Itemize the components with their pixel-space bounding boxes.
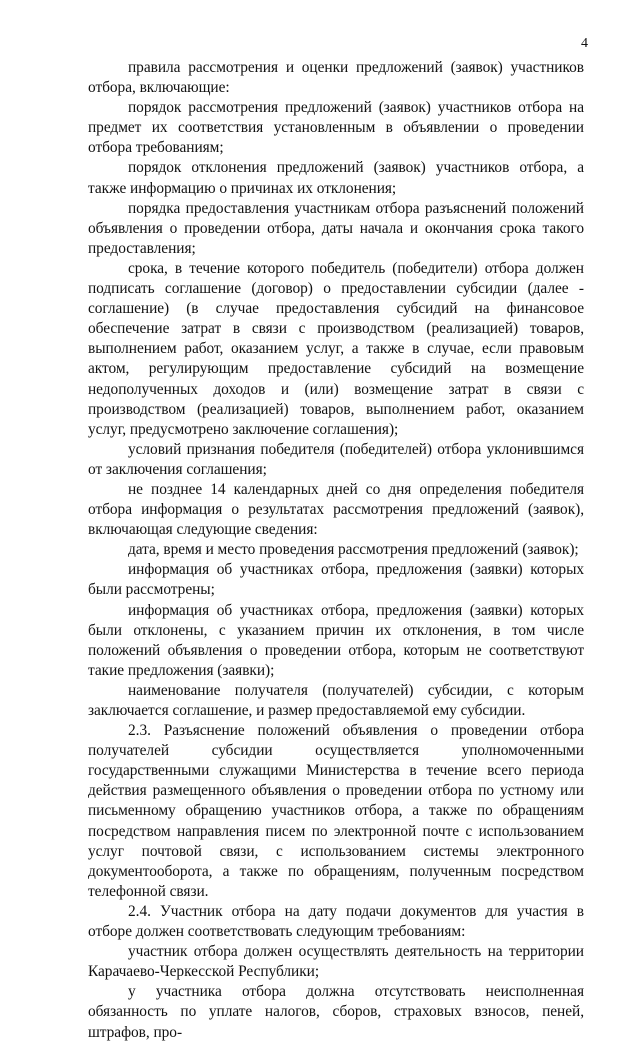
paragraph-recipient-name: наименование получателя (получателей) субсидии, с которым заключается соглашение, и размер предоставляемой ему субсидии. bbox=[88, 681, 584, 719]
paragraph-rejected-participants: информация об участниках отбора, предложения (заявки) которых были отклонены, с указанием причин их отклонения, в том числе положений объявления о проведении отбора, которым не соответствуют такие предложения (заявки); bbox=[88, 601, 584, 679]
paragraph-winner-evasion: условий признания победителя (победителей) отбора уклонившимся от заключения соглашения; bbox=[88, 440, 584, 478]
page-number: 4 bbox=[581, 36, 588, 51]
paragraph-tax-requirement: у участника отбора должна отсутствовать неисполненная обязанность по уплате налогов, сборов, страховых взносов, пеней, штрафов, про- bbox=[88, 983, 584, 1041]
paragraph-agreement-deadline: срока, в течение которого победитель (победители) отбора должен подписать соглашение (договор) о предоставлении субсидии (далее - соглашение) (в случае предоставления субсидий на финансовое обеспечение затрат в связи с производством (реализацией) товаров, выполнением работ, оказанием услуг, а также в случае, если правовым актом, регулирующим предоставление субсидий на возмещение недополученных доходов и (или) возмещение затрат в связи с производством (реализацией) товаров, выполнением работ, оказанием услуг, предусмотрено заключение соглашения); bbox=[88, 259, 584, 438]
paragraph-date-time-place: дата, время и место проведения рассмотрения предложений (заявок); bbox=[128, 541, 579, 559]
paragraph-rules-intro: правила рассмотрения и оценки предложений (заявок) участников отбора, включающие: bbox=[88, 59, 584, 97]
paragraph-section-2-4: 2.4. Участник отбора на дату подачи документов для участия в отборе должен соответствовать следующим требованиям: bbox=[88, 902, 584, 941]
paragraph-review-procedure: порядок рассмотрения предложений (заявок) участников отбора на предмет их соответствия установленным в объявлении о проведении отбора требованиям; bbox=[88, 99, 584, 157]
paragraph-territory-requirement: участник отбора должен осуществлять деятельность на территории Карачаево-Черкесской Республики; bbox=[88, 943, 584, 981]
paragraph-clarification-procedure: порядка предоставления участникам отбора разъяснений положений объявления о проведении отбора, даты начала и окончания срока такого предоставления; bbox=[88, 199, 584, 257]
paragraph-reviewed-participants: информация об участниках отбора, предложения (заявки) которых были рассмотрены; bbox=[88, 561, 584, 599]
paragraph-results-information: не позднее 14 календарных дней со дня определения победителя отбора информация о результатах рассмотрения предложений (заявок), включающая следующие сведения: bbox=[88, 480, 584, 539]
document-body bbox=[88, 58, 584, 1043]
paragraph-section-2-3: 2.3. Разъяснение положений объявления о проведении отбора получателей субсидии осуществляется уполномоченными государственными служащими Министерства в течение всего периода действия размещенного объявления о проведении отбора по устному или письменному обращению участников отбора, а также по обращениям посредством направления писем по электронной почте с использованием услуг почтовой связи, с использованием системы электронного документооборота, а также по обращениям, полученным посредством телефонной связи. bbox=[88, 722, 584, 900]
paragraph-rejection-procedure: порядок отклонения предложений (заявок) участников отбора, а также информацию о причинах их отклонения; bbox=[88, 159, 584, 197]
